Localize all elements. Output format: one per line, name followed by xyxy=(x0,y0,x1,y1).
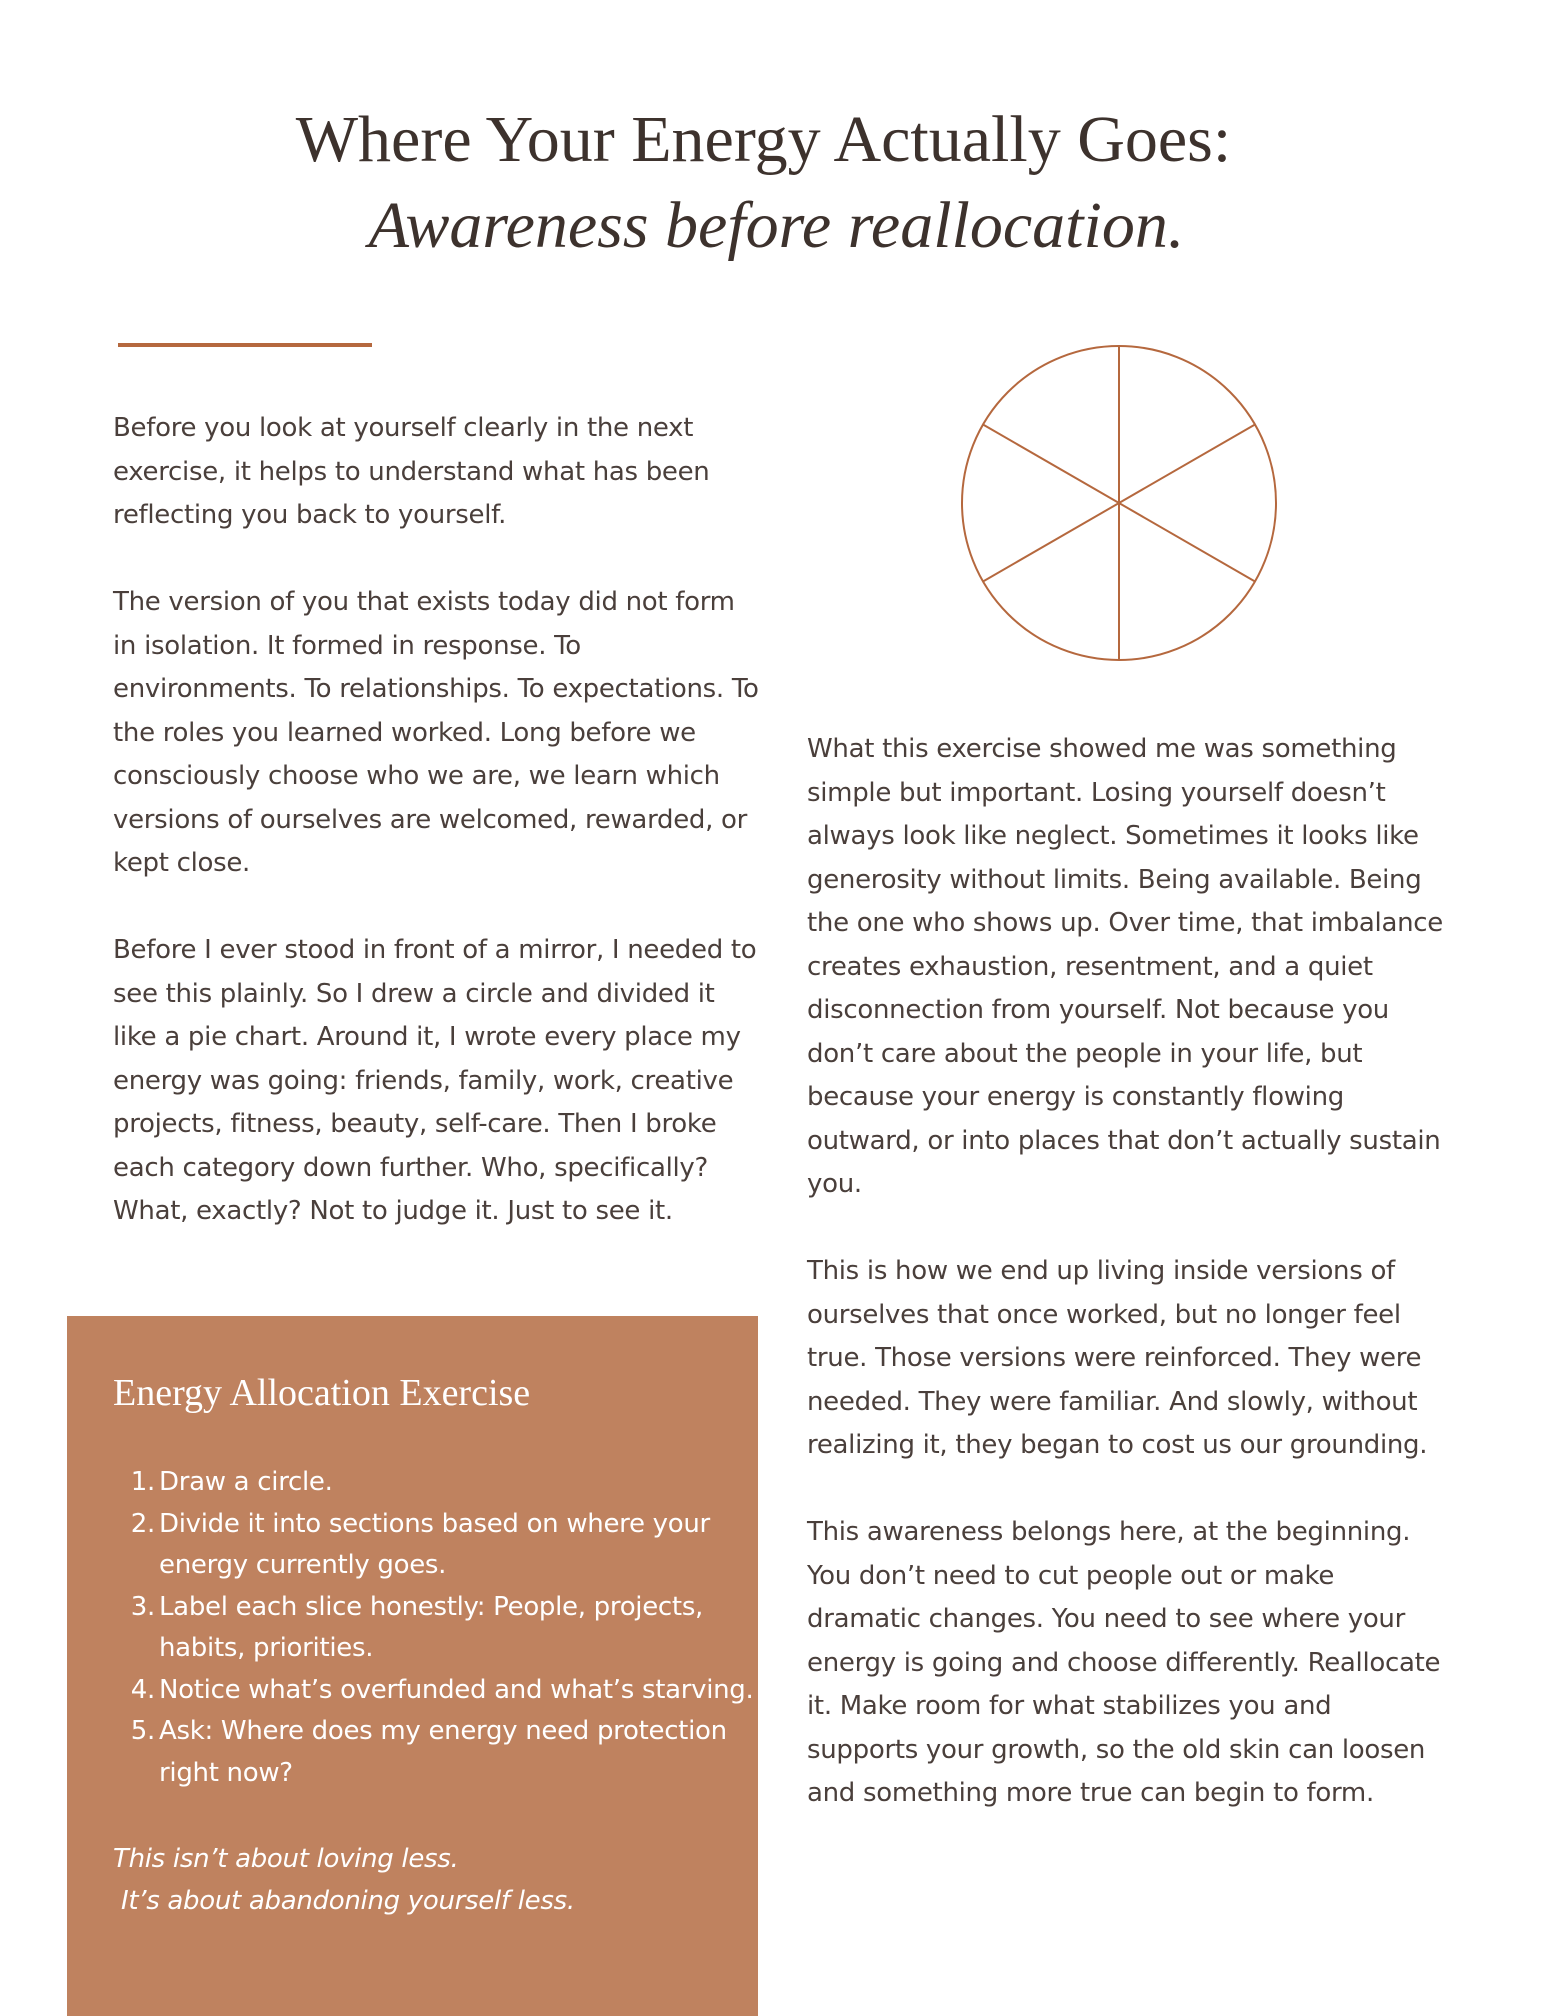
title-main: Where Your Energy Actually Goes: xyxy=(295,103,1232,176)
list-item xyxy=(45,1711,793,1794)
title-subtitle: Awareness before reallocation. xyxy=(368,189,1185,262)
exercise-title: Energy Allocation Exercise xyxy=(113,1372,531,1414)
exercise-box xyxy=(67,1316,758,2016)
right-column xyxy=(807,728,1447,1859)
list-item xyxy=(45,1504,793,1587)
pie-circle-illustration xyxy=(958,342,1280,664)
right-paragraph-3: This awareness belongs here, at the beginning. You don’t need to cut people out or make dramatic changes. You need to see where your energy is going and choose differently. Reallocate it. Make room for what stabilizes you and supports your growth, so the old skin can loosen and something more true can begin to form. xyxy=(807,1517,1441,1808)
left-paragraph-3: Before I ever stood in front of a mirror, I needed to see this plainly. So I drew a circle and divided it like a pie chart. Around it, I wrote every place my energy was going: friends, family, work, creative projects, fitness, beauty, self-care. Then I broke each category down further. Who, specifically? What, exactly? Not to judge it. Just to see it. xyxy=(113,935,757,1226)
step-number: 4. xyxy=(130,1674,155,1705)
page-title xyxy=(0,100,1545,272)
pie-divider-upper-left xyxy=(983,425,1119,504)
exercise-quote xyxy=(113,1838,575,1922)
step-text: Ask: Where does my energy need protection right now? xyxy=(159,1716,727,1788)
step-text: Label each slice honestly: People, projects, habits, priorities. xyxy=(159,1591,704,1663)
step-text: Draw a circle. xyxy=(159,1467,333,1497)
step-number: 5. xyxy=(130,1716,155,1746)
step-text: Notice what’s overfunded and what’s starving. xyxy=(159,1674,754,1705)
quote-line-2: It’s about abandoning yourself less. xyxy=(113,1886,575,1916)
left-paragraph-1: Before you look at yourself clearly in the next exercise, it helps to understand what has been reflecting you back to yourself. xyxy=(113,413,710,530)
step-number: 3. xyxy=(130,1591,155,1622)
step-number: 1. xyxy=(130,1467,155,1497)
quote-line-1: This isn’t about loving less. xyxy=(113,1844,459,1874)
exercise-steps xyxy=(113,1462,793,1794)
right-paragraph-2: This is how we end up living inside versions of ourselves that once worked, but no longer feel true. Those versions were reinforced. They were needed. They were familiar. And slowly, without realizing it, they began to cost us our grounding. xyxy=(807,1256,1428,1460)
list-item xyxy=(45,1587,793,1670)
accent-divider xyxy=(118,343,372,347)
list-item xyxy=(45,1462,793,1504)
right-paragraph-1: What this exercise showed me was something simple but important. Losing yourself doesn’t always look like neglect. Sometimes it looks like generosity without limits. Being available. Being the one who shows up. Over time, that imbalance creates exhaustion, resentment, and a quiet disconnection from yourself. Not because you don’t care about the people in your life, but because your energy is constantly flowing outward, or into places that don’t actually sustain you. xyxy=(807,734,1443,1199)
left-paragraph-2: The version of you that exists today did not form in isolation. It formed in response. To environments. To relationships. To expectations. To the roles you learned worked. Long before we consciously choose who we are, we learn which versions of ourselves are welcomed, rewarded, or kept close. xyxy=(113,587,759,878)
list-item xyxy=(45,1670,793,1712)
pie-divider-upper-right xyxy=(1119,425,1255,504)
pie-divider-lower-left xyxy=(983,503,1119,582)
pie-divider-lower-right xyxy=(1119,503,1255,582)
step-number: 2. xyxy=(130,1508,155,1539)
step-text: Divide it into sections based on where your energy currently goes. xyxy=(159,1508,710,1580)
left-column xyxy=(113,407,763,1277)
